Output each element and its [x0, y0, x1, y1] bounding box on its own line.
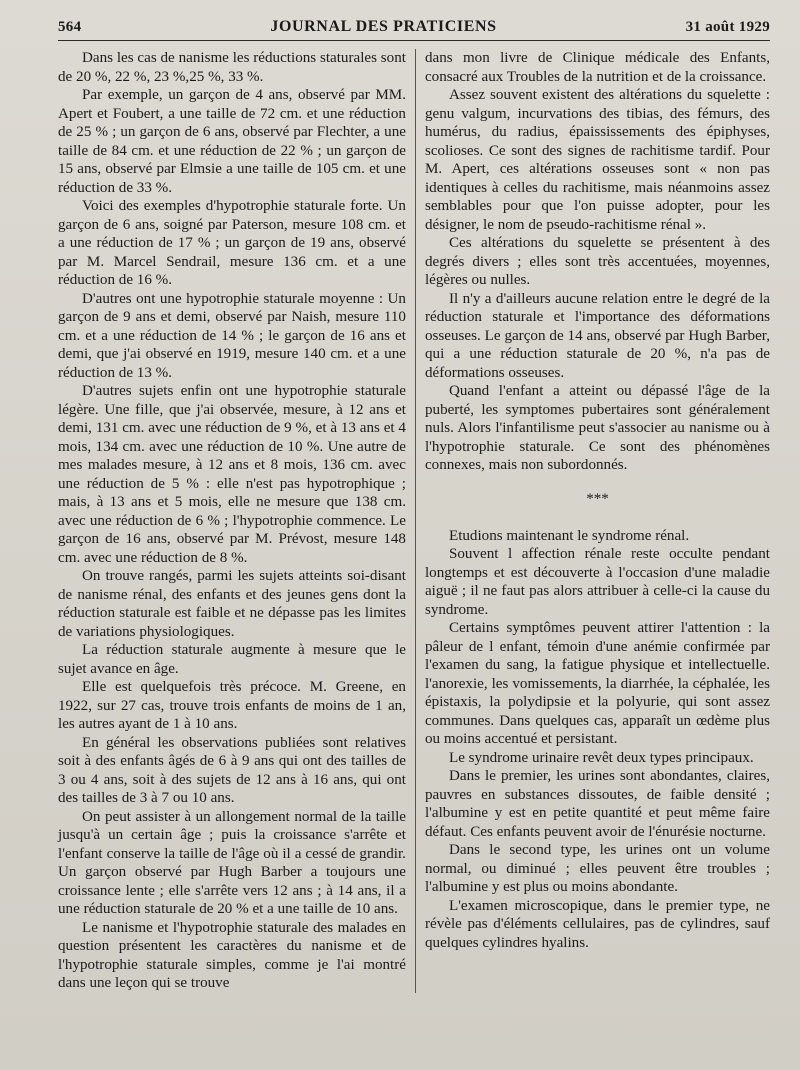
paragraph: Souvent l affection rénale reste occulte pendant longtemps et est découverte à l'occasion d'une maladie aiguë ; il ne faut pas alors attribuer à celle-ci la cause du syndrome.	[424, 546, 770, 618]
left-column	[58, 49, 415, 993]
paragraph-continued: dans mon livre de Clinique médicale des Enfants, consacré aux Troubles de la nutrition et de la croissance.	[424, 50, 770, 85]
running-header	[58, 18, 770, 41]
right-column	[415, 49, 770, 993]
paragraph: Le syndrome urinaire revêt deux types principaux.	[448, 749, 754, 766]
paragraph: Elle est quelquefois très précoce. M. Greene, en 1922, sur 27 cas, trouve trois enfants de moins de 1 an, les autres ayant de 1 à 10 ans.	[58, 679, 406, 732]
paragraph: Certains symptômes peuvent attirer l'attention : la pâleur de l enfant, témoin d'une anémie confirmée par l'examen du sang, la fatigue physique et intellectuelle. l'anorexie, les vomissements, la diarrhée, la céphalée, les épistaxis, la polydipsie et la polyurie, qui sont assez communes. Dans quelques cas, apparaît un œdème plus ou moins accentué et persistant.	[424, 620, 770, 747]
paragraph: Voici des exemples d'hypotrophie staturale forte. Un garçon de 6 ans, soigné par Paterson, mesure 108 cm. et a une réduction de 17 % ; un garçon de 19 ans, observé par M. Marcel Sendrail, mesure 136 cm. et a une réduction de 16 %.	[58, 198, 406, 288]
paragraph: Assez souvent existent des altérations du squelette : genu valgum, incurvations des tibias, des fémurs, des humérus, du radius, épaississements des épiphyses, scolioses. Ce sont des signes de rachitisme tardif. Pour M. Apert, ces altérations osseuses sont « non pas identiques à celles du rachitisme, mais néanmoins assez semblables pour que l'on puisse adopter, pour les désigner, le nom de pseudo-rachitisme rénal ».	[424, 87, 770, 233]
paragraph: Par exemple, un garçon de 4 ans, observé par MM. Apert et Foubert, a une taille de 72 cm. et une réduction de 25 % ; un garçon de 6 ans, observé par Flechter, a une taille de 84 cm. et une réduction de 22 % ; un garçon de 15 ans, observé par Elmsie a une taille de 105 cm. et une réduction de 33 %.	[58, 87, 406, 196]
paragraph: Dans le second type, les urines ont un volume normal, ou diminué ; elles peuvent être troubles ; l'albumine y est plus ou moins abondante.	[424, 842, 770, 895]
paragraph: Il n'y a d'ailleurs aucune relation entre le degré de la réduction staturale et l'importance des déformations osseuses. Le garçon de 14 ans, observé par Hugh Barber, qui a une réduction staturale de 20 %, n'a pas de déformations osseuses.	[424, 290, 770, 381]
paragraph: D'autres sujets enfin ont une hypotrophie staturale légère. Une fille, que j'ai observée, mesure, à 12 ans et demi, 131 cm. avec une réduction de 9 %, et à 13 ans et 4 mois, 134 cm. avec une réduction de 10 %. Une autre de mes malades mesure, à 12 ans et 8 mois, 136 cm. avec une réduction de 5 % : elle n'est pas hypotrophique ; mais, à 13 ans et 5 mois, elle ne mesure que 138 cm. avec une réduction de 6 % ; l'hypotrophie commence. Le garçon de 16 ans, observé par M. Prévost, mesure 148 cm. avec une réduction de 8 %.	[58, 383, 406, 566]
paragraph: En général les observations publiées sont relatives soit à des enfants âgés de 6 à 9 ans qui ont des tailles de 3 ou 4 ans, soit à des sujets de 12 ans à 16 ans, qui ont des tailles de 3 à 7 ou 10 ans.	[58, 734, 406, 806]
paragraph: L'examen microscopique, dans le premier type, ne révèle pas d'éléments cellulaires, pas de cylindres, sauf quelques cylindres hyalins.	[424, 897, 770, 951]
paragraph: On trouve rangés, parmi les sujets atteints soi-disant de nanisme rénal, des enfants et des jeunes gens dont la réduction staturale est faible et ne dépasse pas les limites de variations physiologiques.	[58, 568, 406, 640]
issue-date: 31 août 1929	[685, 19, 770, 35]
section-asterism: ***	[586, 490, 609, 507]
paragraph: Etudions maintenant le syndrome rénal.	[448, 527, 690, 544]
paragraph: Ces altérations du squelette se présentent à des degrés divers ; elles sont très accentuées, moyennes, légères ou nulles.	[424, 235, 770, 288]
paragraph: Quand l'enfant a atteint ou dépassé l'âge de la puberté, les symptomes pubertaires sont généralement nuls. Alors l'infantilisme peut s'associer au nanisme ou à l'hypotrophie staturale. Ce sont des phénomènes connexes, mais non subordonnés.	[424, 383, 770, 473]
paragraph: D'autres ont une hypotrophie staturale moyenne : Un garçon de 9 ans et demi, observé par Naish, mesure 110 cm. et a une réduction de 14 % ; le garçon de 16 ans et demi, que j'ai observé en 1919, mesure 140 cm. et a une réduction de 13 %.	[58, 290, 406, 381]
paragraph: Dans le premier, les urines sont abondantes, claires, pauvres en substances dissoutes, de faible densité ; l'albumine y est en petite quantité et peut même faire défaut. Ces enfants peuvent avoir de l'énurésie nocturne.	[424, 768, 770, 840]
article-columns	[58, 49, 770, 993]
paragraph: La réduction staturale augmente à mesure que le sujet avance en âge.	[58, 642, 406, 677]
paragraph: On peut assister à un allongement normal de la taille jusqu'à un certain âge ; puis la croissance s'arrête et l'enfant conserve la taille de l'âge où il a cessé de grandir. Un garçon observé par Hugh Barber a toujours une croissance lente ; elle s'arrête vers 12 ans ; à 14 ans, il a une réduction staturale de 20 % et a une taille de 10 ans.	[58, 808, 406, 917]
paragraph: Dans les cas de nanisme les réductions staturales sont de 20 %, 22 %, 23 %,25 %, 33 %.	[58, 50, 406, 85]
journal-title: JOURNAL DES PRATICIENS	[270, 18, 497, 35]
page-number: 564	[58, 19, 82, 35]
paragraph: Le nanisme et l'hypotrophie staturale des malades en question présentent les caractères du nanisme et de l'hypotrophie staturale simples, comme je l'ai montré dans une leçon qui se trouve	[58, 919, 406, 991]
